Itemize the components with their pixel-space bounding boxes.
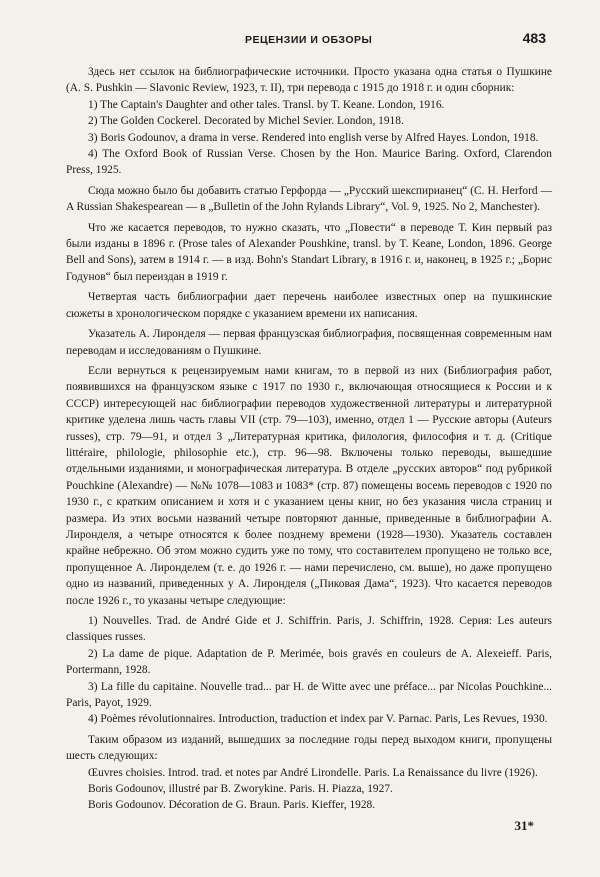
- list-item: 2) The Golden Cockerel. Decorated by Michel Sevier. London, 1918.: [88, 115, 404, 128]
- paragraph: Если вернуться к рецензируемым нами книгам, то в первой из них (Библиография работ, появившихся на французском языке с 1917 по 1930 г., включающая относящиеся к России и к СССР) интересующей нас библиографии переводов художественной литературы и литературной критике уделена лишь часть главы VII (стр. 79—103), именно, отдел 1 — Русские авторы (Auteurs russes), стр. 79—91, и отдел 3 „Литературная критика, филология, философия и т. д. (Critique littéraire, philologie, philosophie etc.), стр. 96—98. Включены только переводы, вышедшие отдельными изданиями, и монографическая литература. В отделе „русских авторов“ под рубрикой Pouchkine (Alexandre) — №№ 1078—1083 и 1083* (стр. 87) помещены восемь переводов с 1920 по 1930 г., с кратким описанием и хотя и с указанием цены книг, но без указания числа страниц и размера. Из этих восьми названий четыре повторяют данные, приведенные в библиографии А. Лиронделя, а четыре относятся к более позднему времени (1928—1930). Указатель составлен крайне небрежно. Об этом можно судить уже по тому, что составителем пропущено не только все, пропущенное А. Лиронделем (т. е. до 1926 г. — нами перечислено, см. выше), но даже пропущено одно из названий, приведенных у А. Лиронделя („Пиковая Дама“, 1923). Что касается переводов после 1926 г., то указаны четыре следующие:: [66, 364, 552, 607]
- list-item: 1) The Captain's Daughter and other tales. Transl. by T. Keane. London, 1916.: [88, 98, 445, 111]
- list-item: 4) Poèmes révolutionnaires. Introduction, traduction et index par V. Parnac. Paris, Les Revues, 1930.: [88, 713, 548, 726]
- list-item: Boris Godounov. Décoration de G. Braun. Paris. Kieffer, 1928.: [88, 799, 376, 812]
- list-item: 3) Boris Godounov, a drama in verse. Rendered into english verse by Alfred Hayes. London, 1918.: [88, 131, 539, 144]
- list-item: 1) Nouvelles. Trad. de André Gide et J. Schiffrin. Paris, J. Schiffrin, 1928. Серия: Les auteurs classiques russes.: [66, 615, 552, 644]
- paragraph: Таким образом из изданий, вышедших за последние годы перед выходом книги, пропущены шесть следующих:: [66, 733, 552, 763]
- list-item: 2) La dame de pique. Adaptation de P. Merimée, bois gravés en couleurs de A. Alexeieff. Paris, Portermann, 1928.: [66, 647, 552, 677]
- body-text: [66, 64, 552, 814]
- paragraph: Четвертая часть библиографии дает перечень наиболее известных опер на пушкинские сюжеты в хронологическом порядке с указанием времени их написания.: [66, 291, 552, 320]
- paragraph: Сюда можно было бы добавить статью Герфорда — „Русский шекспирианец“ (C. H. Herford — A Russian Shakespearean — в „Bulletin of the John Rylands Library“, Vol. 9, 1925. No 2, Manchester).: [66, 184, 552, 214]
- paragraph: Что же касается переводов, то нужно сказать, что „Повести“ в переводе Т. Кин первый раз были изданы в 1896 г. (Prose tales of Alexander Poushkine, transl. by T. Keane, London, 1896. George Bell and Sons), затем в 1914 г. — в изд. Bohn's Standart Library, в 1916 г. и, наконец, в 1925 г.; „Борис Годунов“ был переиздан в 1919 г.: [66, 221, 552, 283]
- page-header: [0, 30, 600, 50]
- list-item: 3) La fille du capitaine. Nouvelle trad... par H. de Witte avec une préface... par Nicolas Pouchkine... Paris, Payot, 1929.: [66, 680, 552, 710]
- running-head: РЕЦЕНЗИИ И ОБЗОРЫ: [245, 34, 373, 46]
- list-item: 4) The Oxford Book of Russian Verse. Chosen by the Hon. Maurice Baring. Oxford, Clarendon Press, 1925.: [66, 148, 552, 177]
- list-item: Boris Godounov, illustré par B. Zworykine. Paris. H. Piazza, 1927.: [88, 783, 393, 796]
- page-number: 483: [522, 30, 546, 46]
- paragraph: Указатель А. Лиронделя — первая французская библиография, посвященная современным нам переводам и исследованиям о Пушкине.: [66, 328, 552, 357]
- list-item: Œuvres choisies. Introd. trad. et notes par André Lirondelle. Paris. La Renaissance du livre (1926).: [88, 766, 538, 779]
- paragraph: Здесь нет ссылок на библиографические источники. Просто указана одна статья о Пушкине (A. S. Pushkin — Slavonic Review, 1923, т. II), три перевода с 1915 до 1918 г. и один сборник:: [66, 66, 552, 95]
- signature-mark: 31*: [514, 818, 534, 833]
